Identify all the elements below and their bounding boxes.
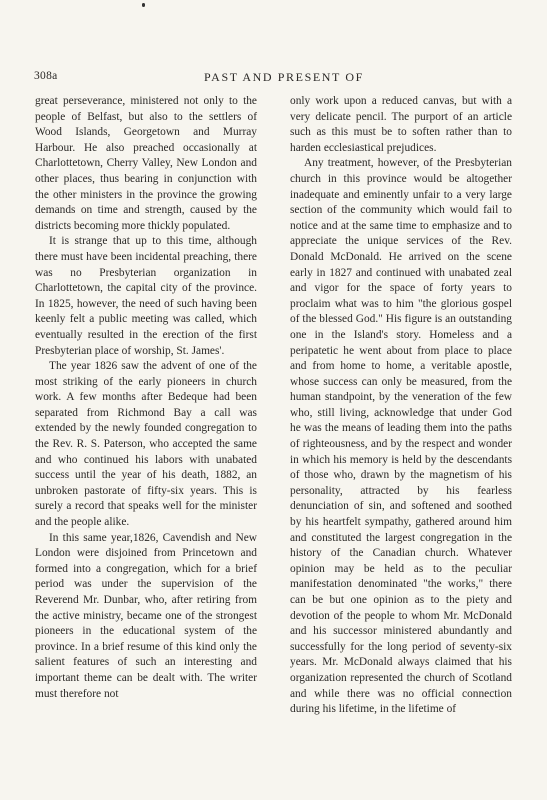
- paragraph: The year 1826 saw the advent of one of the most striking of the early pioneers in church work. A few months after Bedeque had been separated from Richmond Bay a call was extended by the newly founded congregation to the Rev. R. S. Paterson, who accepted the same and who continued his labors with unabated success until the year of his death, 1882, an unbroken pastorate of fifty-six years. This is surely a record that speaks well for the minister and the people alike.: [35, 360, 257, 529]
- left-column: [35, 94, 257, 702]
- running-title: PAST AND PRESENT OF: [204, 70, 364, 84]
- paragraph: Any treatment, however, of the Presbyterian church in this province would be altogether inadequate and eminently unfair to a very large section of the community which would fail to notice and at the same time to emphasize and to appreciate the unique services of the Rev. Donald McDonald. He arrived on the scene early in 1827 and continued with unabated zeal and vigor for the space of forty years to proclaim what was to him "the glorious gospel of the blessed God." His figure is an outstanding one in the Island's story. Homeless and a peripatetic he went about from place to place and from home to home, a veritable apostle, whose success can only be measured, from the human standpoint, by the veneration of the few who, still living, acknowledge that under God he was the means of leading them into the paths of righteousness, and by the respect and wonder in which his memory is held by the descendants of those who, drawn by the magnetism of his personality, attracted by his fearless denunciation of sin, and softened and soothed by his heartfelt sympathy, gathered around him and constituted the largest congregation in the history of the Canadian church. Whatever opinion may be held as to the peculiar manifestation denominated "the works," there can be but one opinion as to the piety and devotion of the people to whom Mr. McDonald and his successor ministered abundantly and successfully for the long period of seventy-six years. Mr. McDonald always claimed that his organization represented the church of Scotland and while there was no official connection during his lifetime, in the lifetime of: [290, 157, 512, 716]
- ink-speck: [142, 3, 145, 7]
- paragraph: only work upon a reduced canvas, but with a very delicate pencil. The purport of an article such as this must be to soften rather than to harden ecclesiastical prejudices.: [290, 95, 512, 154]
- right-column: [290, 94, 512, 718]
- paragraph: great perseverance, ministered not only to the people of Belfast, but also to the settlers of Wood Islands, Georgetown and Murray Harbour. He also preached occasionally at Charlottetown, Cherry Valley, New London and other places, thus bearing in conjunction with the other ministers in the province the growing demands on time and strength, caused by the districts becoming more thickly populated.: [35, 95, 257, 232]
- page-number: 308a: [34, 70, 58, 82]
- running-header: [34, 70, 513, 84]
- paragraph: In this same year,1826, Cavendish and New London were disjoined from Princetown and formed into a congregation, which for a brief period was under the supervision of the Reverend Mr. Dunbar, who, after retiring from the active ministry, became one of the strongest pioneers in the educational system of the province. In a brief resume of this kind only the salient features of such an interesting and important theme can be dealt with. The writer must therefore not: [35, 531, 257, 700]
- paragraph: It is strange that up to this time, although there must have been incidental preaching, there was no Presbyterian organization in Charlottetown, the capital city of the province. In 1825, however, the need of such having been keenly felt a public meeting was called, which eventually resulted in the erection of the first Presbyterian place of worship, St. James'.: [35, 235, 257, 357]
